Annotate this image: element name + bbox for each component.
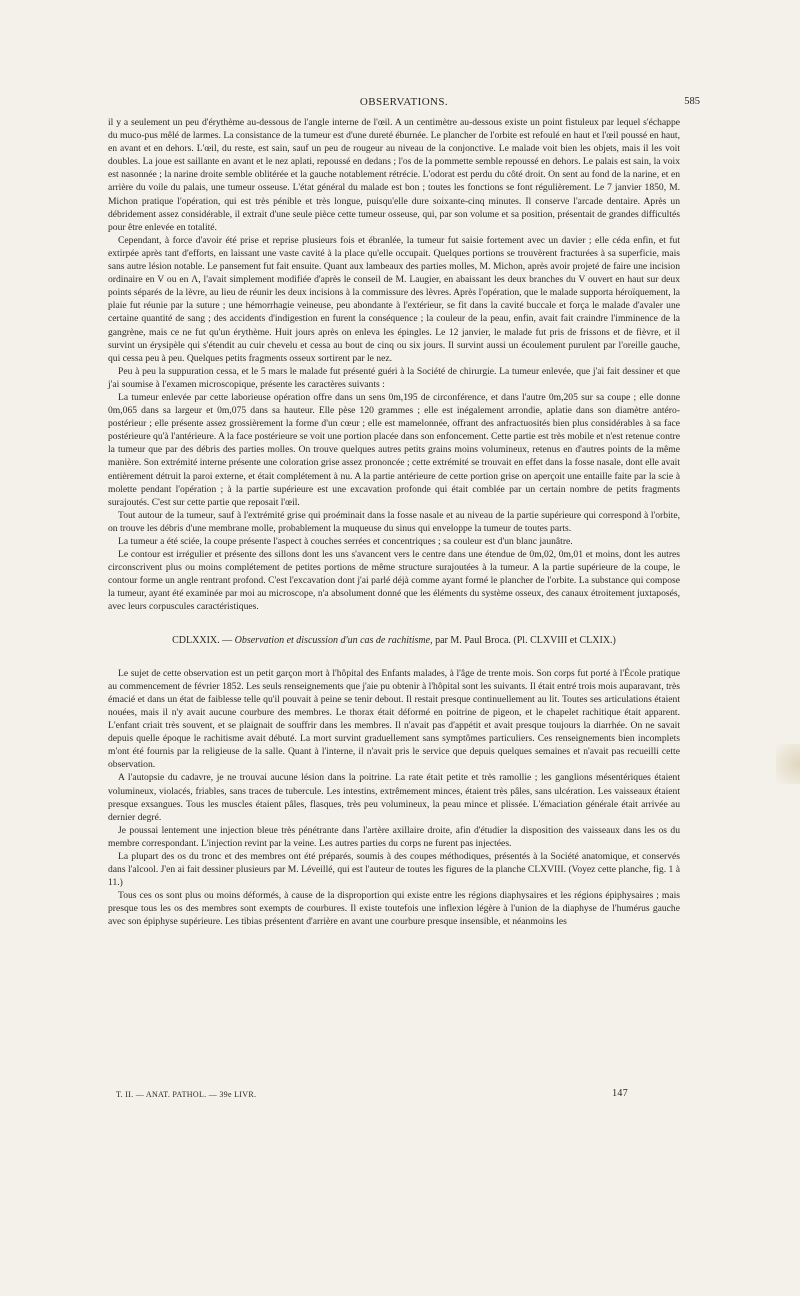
paragraph: Je poussai lentement une injection bleue très pénétrante dans l'artère axillaire droite, afin d'étudier la disposition des vaisseaux dans les os du membre correspondant. L'injection revint par la veine. Les autres parties du corps ne furent pas injectées. <box>108 824 680 849</box>
paragraph: Le contour est irrégulier et présente des sillons dont les uns s'avancent vers le centre dans une étendue de 0m,02, 0m,01 et moins, dont les autres circonscrivent plus ou moins complétement de petites portions de même structure surajoutées à la tumeur. A la partie supérieure de la coupe, le contour forme un angle rentrant profond. C'est l'excavation dont j'ai parlé déjà comme ayant formé le plancher de l'orbite. La substance qui compose la tumeur, ayant été examinée par moi au microscope, n'a absolument donné que les éléments du système osseux, des canaux étroitement juxtaposés, avec leurs corpuscules caractéristiques. <box>108 549 680 613</box>
paragraph: La tumeur enlevée par cette laborieuse opération offre dans un sens 0m,195 de circonférence, et dans l'autre 0m,205 sur sa coupe ; elle donne 0m,065 dans sa largeur et 0m,075 dans sa hauteur. Elle pèse 120 grammes ; elle est inégalement arrondie, aplatie dans son diamètre antéro-postérieur ; elle présente assez grossièrement la forme d'un cœur ; elle est mamelonnée, offrant des anfractuosités bien plus considérables à sa face postérieure qu'à l'antérieure. A la face postérieure se voit une portion placée dans son enfoncement. Cette partie est très mobile et n'est retenue contre la tumeur que par des débris des parties molles. On trouve quelques autres petits grains moins volumineux, retenus en d'autres points de la même manière. Son extrémité interne présente une coloration grise assez prononcée ; cette extrémité se trouvait en effet dans la fosse nasale, dont elle avait entièrement détruit la paroi externe, et était complétement à nu. A la partie antérieure de cette portion grise on aperçoit une entaille faite par la scie à molette pendant l'opération ; à la partie supérieure est une excavation profonde qui était comblée par un certain nombre de petits fragments surajoutés. C'est sur cette partie que reposait l'œil. <box>108 391 680 508</box>
section-author: par M. Paul Broca. (Pl. CLXVIII et CLXIX.) <box>435 634 616 646</box>
running-title: OBSERVATIONS. <box>359 96 449 108</box>
paragraph: A l'autopsie du cadavre, je ne trouvai aucune lésion dans la poitrine. La rate était petite et très ramollie ; les ganglions mésentériques étaient volumineux, violacés, friables, sans traces de tubercule. Les intestins, extrêmement minces, étaient très pâles, sans ulcération. Les vaisseaux étaient presque exsangues. Tous les muscles étaient pâles, flasques, très peu volumineux, la peau mince et plissée. L'émaciation générale était arrivée au dernier degré. <box>108 772 680 823</box>
paragraph: Le sujet de cette observation est un petit garçon mort à l'hôpital des Enfants malades, à l'âge de trente mois. Son corps fut porté à l'École pratique au commencement de février 1852. Les seuls renseignements que j'aie pu obtenir à l'hôpital sont les suivants. Il était entré trois mois auparavant, très émacié et dans un état de faiblesse telle qu'il pouvait à peine se tenir debout. Il restait presque continuellement au lit. Toutes ses articulations étaient nouées, mais il n'y avait aucune courbure des membres. Le thorax était déformé en poitrine de pigeon, et le chapelet rachitique était apparent. L'enfant criait très souvent, et se plaignait de souffrir dans les membres. Il n'avait pas d'appétit et avait presque toujours la diarrhée. On ne savait depuis quelle époque le rachitisme avait débuté. La mort survint graduellement sans symptômes particuliers. Ces renseignements bien incomplets m'ont été fournis par la religieuse de la salle. Quant à l'interne, il n'avait pris le service que depuis quelques semaines et n'avait pas recueilli cette observation. <box>108 667 680 771</box>
sheet-number: 147 <box>612 1088 628 1099</box>
paper-stain <box>776 744 800 784</box>
paragraph: La tumeur a été sciée, la coupe présente l'aspect à couches serrées et concentriques ; sa couleur est d'un blanc jaunâtre. <box>118 536 573 547</box>
section-number: CDLXXIX. — <box>172 634 233 646</box>
body-text <box>108 116 680 929</box>
paragraph: Peu à peu la suppuration cessa, et le 5 mars le malade fut présenté guéri à la Société de chirurgie. La tumeur enlevée, que j'ai fait dessiner et que j'ai soumise à l'examen microscopique, présente les caractères suivants : <box>108 365 680 390</box>
paragraph: La plupart des os du tronc et des membres ont été préparés, soumis à des coupes méthodiques, présentés à la Société anatomique, et conservés dans l'alcool. J'en ai fait dessiner plusieurs par M. Léveillé, qui est l'auteur de toutes les figures de la planche CLXVIII. (Voyez cette planche, fig. 1 à 11.) <box>108 850 680 889</box>
page-number: 585 <box>684 96 700 107</box>
running-header <box>108 96 700 110</box>
paragraph: il y a seulement un peu d'érythème au-dessous de l'angle interne de l'œil. A un centimètre au-dessous existe un point fistuleux par lequel s'échappe du muco-pus mêlé de larmes. La consistance de la tumeur est d'une dureté éburnée. Le plancher de l'orbite est refoulé en haut et l'œil poussé en haut, en avant et en dehors. L'œil, du reste, est sain, sauf un peu de rougeur au niveau de la conjonctive. Le malade voit bien les objets, mais il les voit doubles. La joue est saillante en avant et le nez aplati, repoussé en dedans ; l'os de la pommette semble repoussé en dehors. Le palais est sain, la voix est nasonnée ; la narine droite semble oblitérée et la gauche notablement rétrécie. L'odorat est perdu du côté droit. On sent au fond de la narine, et en arrière du voile du palais, une tumeur osseuse. L'état général du malade est bon ; toutes les fonctions se font régulièrement. Le 7 janvier 1850, M. Michon pratique l'opération, qui est très pénible et très longue, puisqu'elle dure soixante-cinq minutes. Il conserve l'arcade dentaire. Après un débridement assez considérable, il extrait d'une seule pièce cette tumeur osseuse, qui, par son volume et sa position, présentait de grandes difficultés pour être enlevée en totalité. <box>108 117 680 233</box>
page-footer <box>116 1090 628 1102</box>
section-heading <box>108 634 680 647</box>
footer-signature: T. II. — ANAT. PATHOL. — 39e LIVR. <box>116 1090 257 1099</box>
paragraph: Tout autour de la tumeur, sauf à l'extrémité grise qui proéminait dans la fosse nasale et au niveau de la partie supérieure qui correspond à l'orbite, on trouve les débris d'une membrane molle, probablement la muqueuse du sinus qui enveloppe la tumeur de toutes parts. <box>108 509 680 534</box>
paragraph: Tous ces os sont plus ou moins déformés, à cause de la disproportion qui existe entre les régions diaphysaires et les régions épiphysaires ; mais presque tous les os des membres sont exempts de courbures. Il existe toutefois une inflexion légère à l'union de la diaphyse de l'humérus gauche avec son épiphyse supérieure. Les tibias présentent d'arrière en avant une courbure presque insensible, et néanmoins les <box>108 890 680 928</box>
paragraph: Cependant, à force d'avoir été prise et reprise plusieurs fois et ébranlée, la tumeur fut saisie fortement avec un davier ; elle céda enfin, et fut extirpée après tant d'efforts, en laissant une vaste cavité à la place qu'elle occupait. Quelques portions se trouvèrent fracturées à sa superficie, mais sans autre lésion notable. Le pansement fut fait ensuite. Quant aux lambeaux des parties molles, M. Michon, après avoir projeté de faire une incision ordinaire en V ou en Λ, l'avait simplement modifiée d'après le conseil de M. Laugier, en abaissant les deux branches du V ouvert en haut sur deux points séparés de la lèvre, au lieu de réunir les deux incisions à la commissure des lèvres. Après l'opération, que le malade supporta héroïquement, la plaie fut réunie par la suture ; une hémorrhagie veineuse, peu abondante à l'extérieur, se fit dans la cavité buccale et força le malade d'avaler une certaine quantité de sang ; des accidents d'indigestion en furent la conséquence ; la couleur de la peau, enfin, avait fait craindre l'imminence de la gangrène, mais ce ne fut qu'un érythème. Huit jours après on enleva les épingles. Le 12 janvier, le malade fut pris de frissons et de fièvre, et il survint un érysipèle qui s'étendit au cuir chevelu et cessa au bout de cinq ou six jours. Il survint aussi un écoulement purulent par l'oreille gauche, qui cessa peu à peu. Quelques petits fragments osseux sortirent par le nez. <box>108 234 680 364</box>
section-title: Observation et discussion d'un cas de rachitisme, <box>234 634 433 646</box>
